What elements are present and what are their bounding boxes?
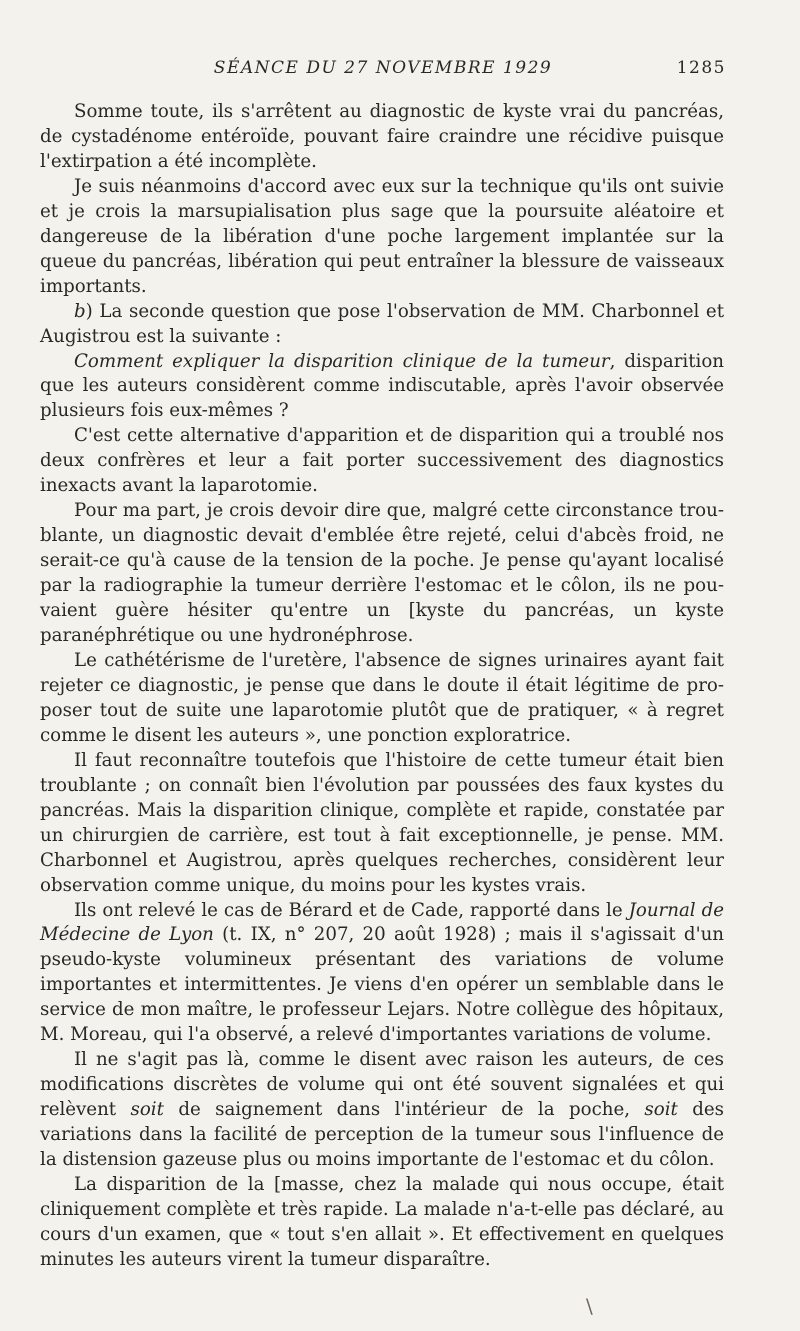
- body-text: [40, 100, 724, 1273]
- italic-text: soit: [644, 1099, 678, 1121]
- text-run: C'est cette alternative d'apparition et de disparition qui a troublé nos deux confrères et leur a fait porter successivement des diagnostics inexacts avant la laparotomie.: [40, 425, 724, 497]
- stray-pen-mark: \: [586, 1294, 593, 1318]
- text-run: Le cathétérisme de l'uretère, l'absence de signes urinaires ayant fait rejeter ce diagnostic, je pense que dans le doute il était légitime de proposer tout de suite une laparotomie plutôt que de pratiquer, « à regret comme le disent les auteurs », une ponction exploratrice.: [40, 649, 724, 746]
- text-run: Pour ma part, je crois devoir dire que, malgré cette circonstance troublante, un diagnostic devait d'emblée être rejeté, celui d'abcès froid, ne serait-ce qu'à cause de la tension de la poche. Je pense qu'ayant localisé par la radiographie la tumeur derrière l'estomac et le côlon, ils ne pouvaient guère hésiter qu'entre un [kyste du pancréas, un kyste paranéphrétique ou une hydronéphrose.: [40, 500, 724, 647]
- text-run: Il faut reconnaître toutefois que l'histoire de cette tumeur était bien troublante ; on connaît bien l'évolution par poussées des faux kystes du pancréas. Mais la disparition clinique, complète et rapide, constatée par un chirurgien de carrière, est tout à fait exceptionnelle, je pense. MM. Charbonnel et Augistrou, après quelques recherches, considèrent leur observation comme unique, du moins pour les kystes vrais.: [40, 749, 724, 896]
- paragraph: [40, 175, 724, 300]
- italic-text: Journal de Médecine de Lyon: [40, 899, 724, 946]
- running-title: SÉANCE DU 27 NOVEMBRE 1929: [213, 58, 553, 78]
- paragraph: [40, 300, 724, 350]
- text-run: de saignement dans l'intérieur de la poche,: [163, 1099, 645, 1121]
- text-run: La disparition de la [masse, chez la malade qui nous occupe, était cliniquement complète et très rapide. La malade n'a-t-elle pas déclaré, au cours d'un examen, que « tout s'en allait ». Et effectivement en quelques minutes les auteurs virent la tumeur disparaître.: [40, 1173, 724, 1270]
- paragraph: [40, 100, 724, 175]
- page-number: 1285: [676, 58, 726, 78]
- paragraph: [40, 350, 724, 425]
- text-run: Somme toute, ils s'arrêtent au diagnostic de kyste vrai du pancréas, de cystadénome entéroïde, pouvant faire craindre une récidive puisque l'extirpation a été incomplète.: [40, 101, 724, 172]
- paragraph: [40, 1173, 724, 1273]
- text-run: (t. IX, n° 207, 20 août 1928) ; mais il s'agissait d'un pseudo-kyste volumineux présentant des variations de volume importantes et intermittentes. Je viens d'en opérer un semblable dans le service de mon maître, le professeur Lejars. Notre collègue des hôpitaux, M. Moreau, qui l'a observé, a relevé d'importantes variations de volume.: [40, 924, 725, 1046]
- text-run: Ils ont relevé le cas de Bérard et de Cade, rapporté dans le: [74, 899, 629, 921]
- paragraph: [40, 499, 724, 649]
- italic-text: b: [74, 300, 86, 322]
- text-run: , disparition que les auteurs considèrent comme indiscutable, après l'avoir observée plusieurs fois eux-mêmes ?: [40, 350, 724, 422]
- text-run: des variations dans la facilité de perception de la tumeur sous l'influence de la distension gazeuse plus ou moins importante de l'estomac et du côlon.: [40, 1099, 724, 1171]
- paragraph: [40, 1048, 724, 1173]
- text-run: ) La seconde question que pose l'observation de MM. Charbonnel et Augistrou est la suivante :: [40, 300, 724, 347]
- paragraph: [40, 649, 724, 749]
- italic-text: soit: [130, 1099, 164, 1121]
- italic-text: Comment expliquer la disparition clinique de la tumeur: [74, 350, 610, 372]
- paragraph: [40, 424, 724, 499]
- running-header: [40, 58, 726, 84]
- text-run: Je suis néanmoins d'accord avec eux sur la technique qu'ils ont suivie et je crois la marsupialisation plus sage que la poursuite aléatoire et dangereuse de la libération d'une poche largement implantée sur la queue du pancréas, libération qui peut entraîner la blessure de vaisseaux importants.: [40, 175, 724, 297]
- paragraph: [40, 749, 724, 899]
- paragraph: [40, 899, 724, 1049]
- text-run: Il ne s'agit pas là, comme le disent avec raison les auteurs, de ces modifications discrètes de volume qui ont été souvent signalées et qui relèvent: [40, 1049, 724, 1121]
